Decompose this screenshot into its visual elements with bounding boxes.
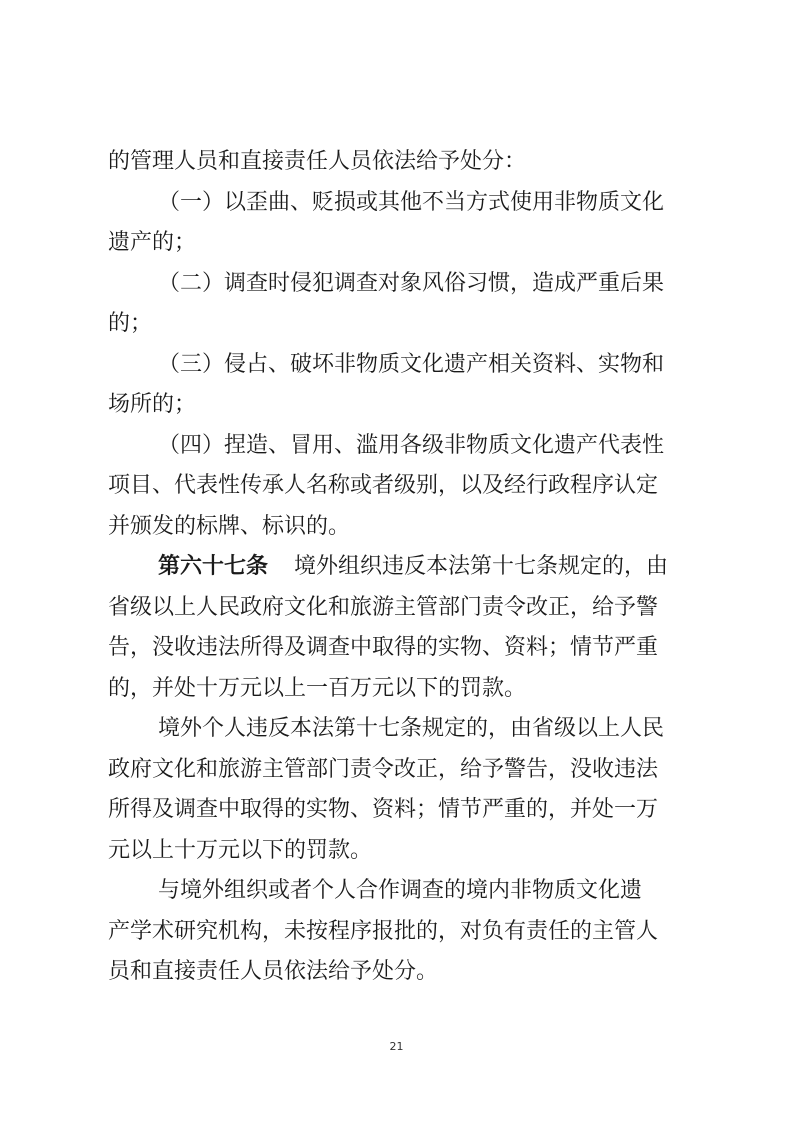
- text-line: 所得及调查中取得的实物、资料；情节严重的，并处一万: [108, 797, 659, 822]
- text-line: 元以上十万元以下的罚款。: [108, 837, 373, 863]
- text-line: 告，没收违法所得及调查中取得的实物、资料；情节严重: [108, 635, 659, 660]
- document-body: [108, 142, 694, 993]
- text-line: 场所的；: [108, 392, 197, 417]
- text-line: 项目、代表性传承人名称或者级别，以及经行政程序认定: [108, 473, 659, 498]
- text-line: 省级以上人民政府文化和旅游主管部门责令改正，给予警: [108, 594, 659, 620]
- text-line: （二）调查时侵犯调查对象风俗习惯，造成严重后果: [158, 270, 665, 296]
- text-line: 的管理人员和直接责任人员依法给予处分：: [108, 149, 527, 174]
- page-number: 21: [389, 1040, 404, 1053]
- text-line: （四）捏造、冒用、滥用各级非物质文化遗产代表性: [158, 432, 665, 458]
- text-line: 的；: [108, 311, 153, 336]
- text-line: 产学术研究机构，未按程序报批的，对负有责任的主管人: [108, 918, 659, 944]
- article-heading: 第六十七条: [158, 554, 269, 579]
- text-line: （三）侵占、破坏非物质文化遗产相关资料、实物和: [158, 351, 665, 377]
- text-line: 境外组织违反本法第十七条规定的，由: [294, 554, 669, 579]
- text-line: 与境外组织或者个人合作调查的境内非物质文化遗: [158, 878, 643, 903]
- article-line: [108, 547, 694, 588]
- text-line: 政府文化和旅游主管部门责令改正，给予警告，没收违法: [108, 756, 659, 782]
- text-line: 遗产的；: [108, 230, 197, 255]
- text-line: 并颁发的标牌、标识的。: [108, 513, 351, 539]
- text-line: 员和直接责任人员依法给予处分。: [108, 959, 439, 984]
- text-line: 的，并处十万元以上一百万元以下的罚款。: [108, 675, 527, 701]
- text-line: 境外个人违反本法第十七条规定的，由省级以上人民: [158, 716, 665, 741]
- text-line: （一）以歪曲、贬损或其他不当方式使用非物质文化: [158, 189, 665, 215]
